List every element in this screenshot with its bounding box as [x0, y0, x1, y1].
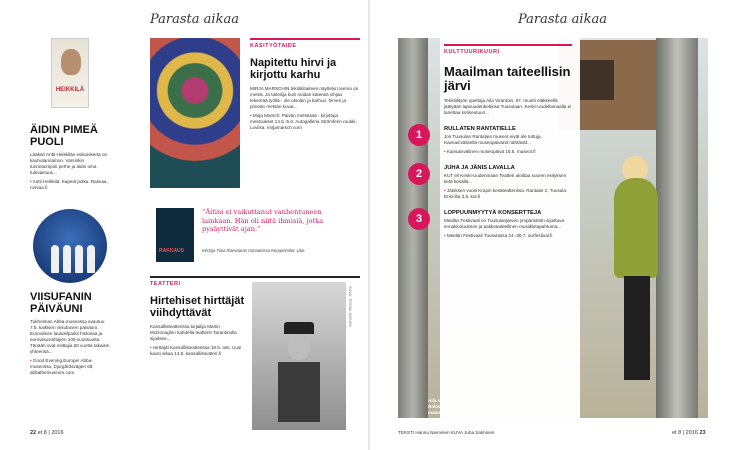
- theatre-article: [150, 276, 360, 357]
- author-portrait: [61, 49, 81, 75]
- abba-photo: [33, 209, 107, 283]
- page-number: 22: [30, 430, 37, 436]
- hat: [284, 322, 314, 334]
- article-title-2: VIISUFANIN PÄIVÄUNI: [30, 291, 92, 315]
- folio-left: [30, 430, 64, 436]
- article-body-2: Tukholman Abba-museossa avautuu 7.5. kaikkien viisufanien päiväuni. Euroviisien laulukilpailut historiaa ja euroviisuvoittajien 100-vuotisuutta. Tänään ovat voittajia 60 vuotta takaisin yhteensä...: [30, 319, 110, 354]
- section-bullet: • Meidän Festivaali Tuusulassa 24.-30.7. ourfestival.fi: [444, 233, 572, 239]
- figure: [51, 245, 59, 273]
- quote-caption: Kertoja Tiina Raevaaran romaanissa Korppiemilet. Like.: [202, 248, 306, 253]
- running-head-left: Parasta aikaa: [150, 12, 239, 27]
- section-body: KUT eli Keski-Uudenmaan Teatteri aloittaa suuren esityksen ketä kesällä...: [444, 173, 567, 184]
- quote-block: [150, 204, 360, 266]
- figure: [75, 245, 83, 273]
- section-1: [415, 126, 572, 155]
- section-body: Meidän Festivaali on Tuusulanjärven ympäristöön sijoittuva ennakkoluuloton ja pakkotaiteellinen musiikkitapahtuma...: [444, 218, 565, 229]
- section-2: [415, 165, 572, 200]
- section-title: LOPPUUNMYYTYÄ KONSERTTEJA: [444, 210, 542, 216]
- section-title: JUHA JA JÄNIS LAVALLA: [444, 165, 515, 171]
- section-bullet: • Jäniksen vuosi Krapin kesäteatterissa. Rantatie 2, Tuusula. Ensi-ilta 3.6. kut.fi: [444, 188, 572, 200]
- section-kicker: KULTTUURIKUURI: [444, 49, 500, 55]
- book-cover-image: [51, 38, 89, 108]
- book-cover-image: [156, 208, 194, 262]
- article-body: Lääkäri Antti Heikkilän esikoiskerta on kauhutarinamon. Varsinkin tunnetuimpiin perhe ja äidin oma tulevaisuus...: [30, 152, 108, 175]
- running-head-right: Parasta aikaa: [518, 12, 607, 27]
- section-number: 3: [408, 208, 430, 230]
- section-rule: [250, 38, 360, 40]
- photo-caption: Aila Viranko viihtyy Halosenniemen maisemissa.: [428, 398, 471, 415]
- section-title: RULLATEN RANTATIELLE: [444, 126, 516, 132]
- section-bullet: • Kansainvälinen museopäivä 18.5. museot.fi: [444, 149, 572, 155]
- article-title: Maailman taiteellisin järvi: [444, 64, 571, 93]
- article-bullet: • Hirttäjät Kansallisteatterissa 19.5. asti. Uusi kausi alkaa 13.8. kansallisteatteri.fi: [150, 345, 246, 357]
- article-panel: [415, 38, 580, 418]
- article-body: MIRJA MARSCHIN tekstiilitaiteen näyttelyn teema on metsä. Ja taiteilija kuin noidan kätensä vihjaa tekemää työllä - ole otsolan ja karhun, hirven ja pimeän metsän kuvat...: [250, 86, 359, 109]
- article-bullet: • Antti Heikkilä: Kapeiä polku. Rasvaa, rosvaa fi: [30, 179, 110, 191]
- woman-legs: [624, 276, 650, 380]
- page-number: 23: [699, 430, 706, 436]
- article-bullet: • Mirja Marsch: Paivän metsässä - kirjottuja mestoukset 14.5.-5.6. Autogalleria Strömferin ruukki, Loviisa. mirjamarsch.com: [250, 113, 360, 131]
- tree-trunk-right: [656, 38, 698, 418]
- section-3: [415, 210, 572, 239]
- section-body: Jos Tuusulan Rantatien museot eivät ole tuttuja, Kansainvälisellä museopäivänä nähtävät...: [444, 134, 542, 145]
- section-number: 2: [408, 163, 430, 185]
- figure: [87, 245, 95, 273]
- head: [288, 334, 310, 360]
- body: [278, 362, 320, 422]
- folio-right: [672, 430, 706, 436]
- section-kicker: KÄSITYÖTAIDE: [250, 43, 297, 49]
- article-bullet-2: • Good Evening Europe! Abba-museossa, Djurgårdsvägen 68, abbathemuseum.com: [30, 358, 110, 376]
- section-number: 1: [408, 124, 430, 146]
- article-body: Kansallisteatterissa kirjailija Martin McDonaghin kahdella teatterin Tarantinolla sijaitsee...: [150, 324, 237, 341]
- lakeside-photo: [398, 38, 708, 418]
- article-title: Hirtehiset hirttäjät viihdyttävät: [150, 295, 245, 319]
- article-title: ÄIDIN PIMEÄ PUOLI: [30, 124, 98, 148]
- left-column: [30, 38, 110, 376]
- section-rule: [444, 44, 572, 46]
- photo-credit: KUVA: TEEMU IKONEN: [348, 286, 352, 327]
- book-cover-title: RAKKAUS: [159, 248, 184, 254]
- woman-coat: [614, 178, 658, 278]
- theatre-photo: [252, 282, 352, 430]
- section-kicker: TEATTERI: [150, 281, 181, 287]
- article-title: Napitettu hirvi ja kirjottu karhu: [250, 57, 337, 81]
- issue-label: et 8 | 2016: [672, 430, 698, 436]
- figure: [63, 245, 71, 273]
- credits: TEKSTI Hannu Nieminen KUVA Juha Salminen: [398, 430, 495, 435]
- article-intro: Tekstiilityön opettaja Aila Virantoin, 67, muutti eläkkeellä jäätyään lapsuudenkotiinsa Tuusulaan. Keski-Uudellamaalla ei lanettaa kotiseutuun...: [444, 98, 572, 115]
- book-brand: HEIKKILÄ: [55, 87, 85, 93]
- textile-artwork-image: [150, 38, 240, 188]
- pull-quote: ”Äitini ei vaikuttanut vanhentuneen lainkaan. Hän oli niitä ihmisiä, jotka pysäyttivät ajan.”: [202, 208, 324, 233]
- craft-article: [250, 38, 360, 131]
- page-gutter: [368, 0, 370, 450]
- issue-label: et 8 | 2016: [37, 430, 64, 436]
- section-rule: [150, 276, 360, 278]
